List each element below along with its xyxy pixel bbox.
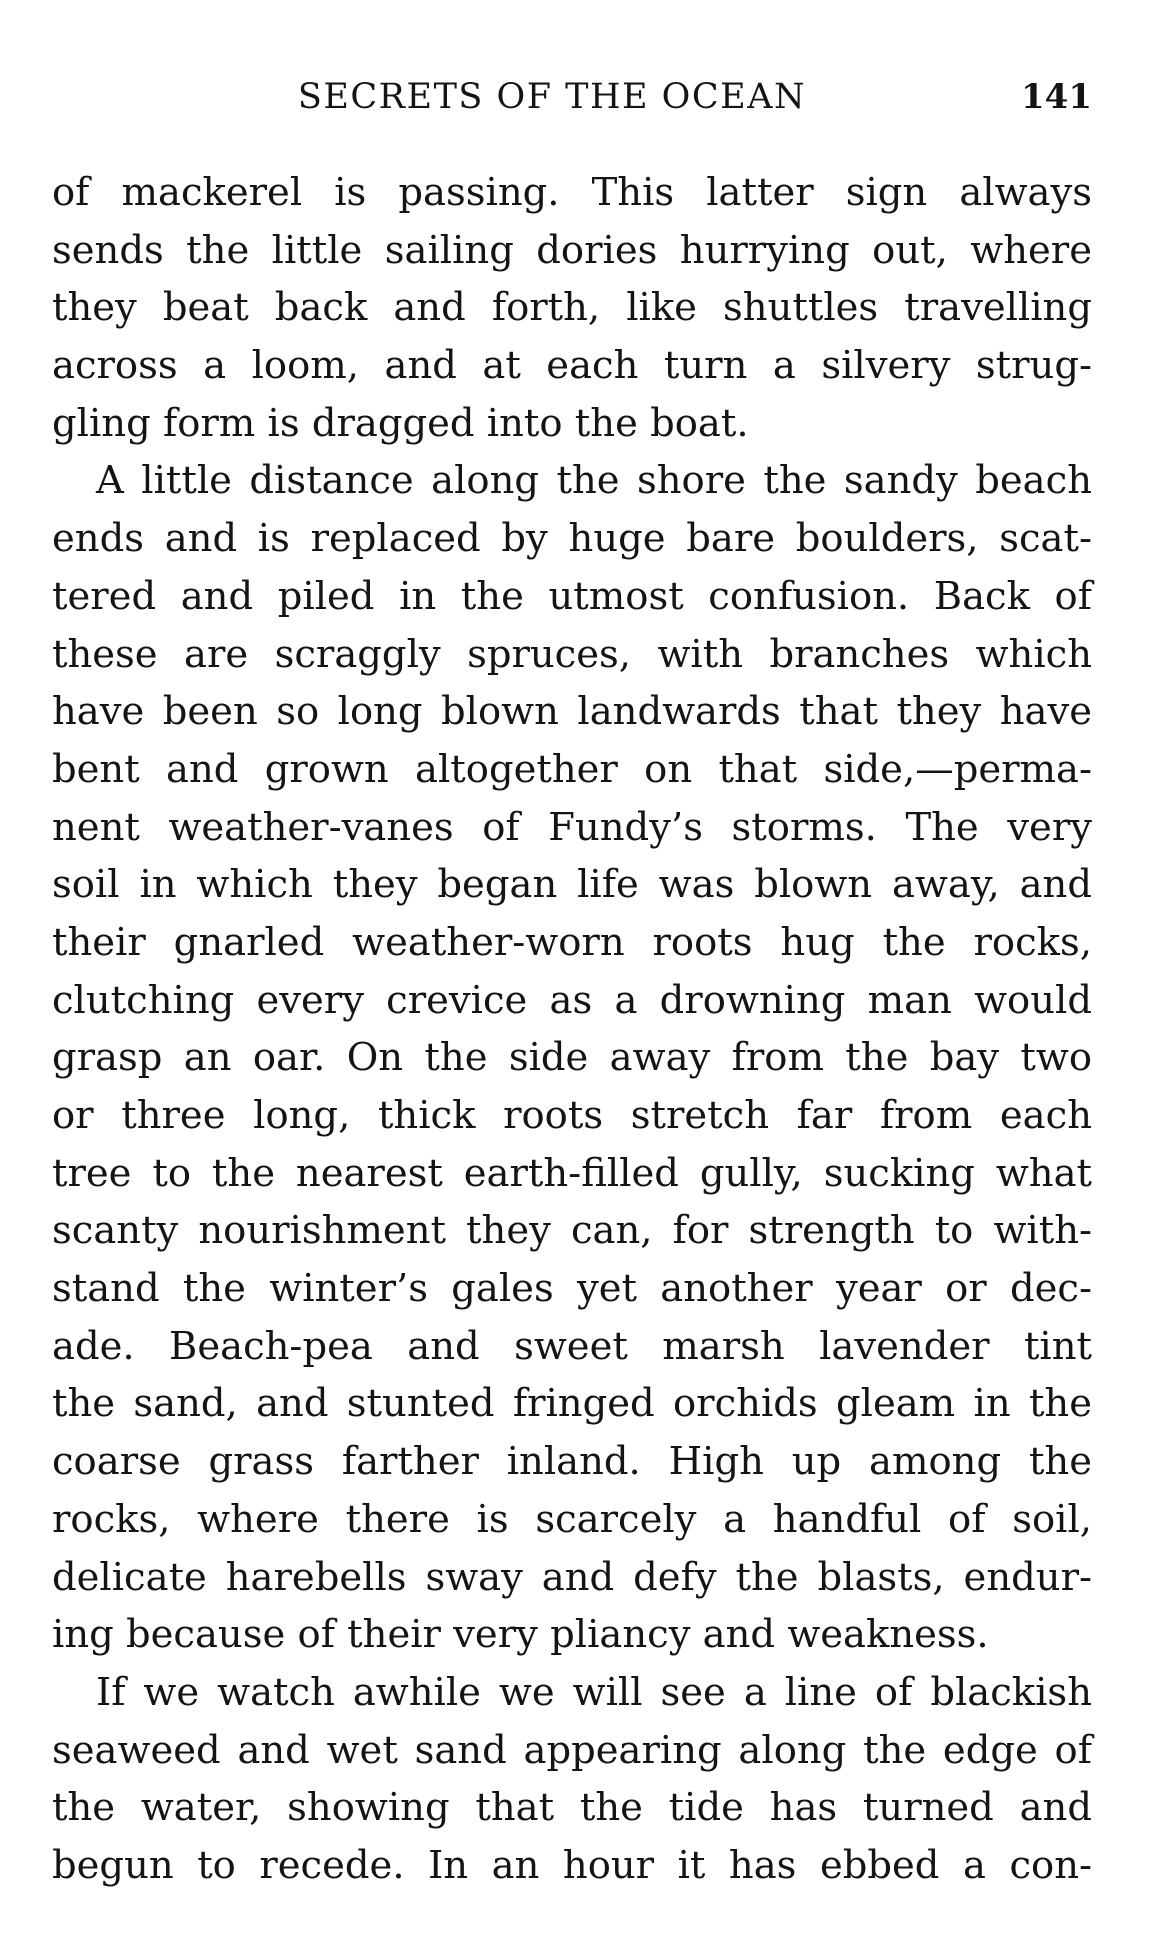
text-line: gling form is dragged into the boat. — [52, 400, 749, 446]
paragraph-3 — [52, 1664, 1092, 1895]
text-line: or three long, thick roots stretch far from each — [52, 1093, 1092, 1138]
text-line: rocks, where there is scarcely a handful of soil, — [52, 1496, 1092, 1542]
text-line: these are scraggly spruces, with branches which — [52, 631, 1092, 677]
text-line: scanty nourishment they can, for strength to with- — [52, 1208, 1092, 1254]
text-line: their gnarled weather-worn roots hug the rocks, — [52, 919, 1092, 965]
text-line: across a loom, and at each turn a silvery strug- — [52, 343, 1092, 389]
text-line: seaweed and wet sand appearing along the edge of — [52, 1727, 1092, 1773]
text-line: sends the little sailing dories hurrying out, where — [52, 227, 1092, 273]
text-line: If we watch awhile we will see a line of blackish — [96, 1669, 1092, 1715]
text-line: delicate harebells sway and defy the blasts, endur- — [52, 1554, 1092, 1600]
text-line: ends and is replaced by huge bare boulders, scat- — [52, 516, 1092, 562]
text-line: soil in which they began life was blown away, and — [52, 862, 1092, 908]
text-line: ing because of their very pliancy and weakness. — [52, 1612, 989, 1658]
text-line: nent weather-vanes of Fundy’s storms. The very — [52, 804, 1092, 850]
text-line: bent and grown altogether on that side,—perma- — [52, 746, 1092, 792]
text-line: tered and piled in the utmost confusion. Back of — [52, 573, 1092, 619]
text-line: grasp an oar. On the side away from the bay two — [52, 1035, 1092, 1081]
text-line: A little distance along the shore the sandy beach — [96, 458, 1092, 504]
text-line: they beat back and forth, like shuttles travelling — [52, 285, 1092, 331]
paragraph-2 — [52, 452, 1092, 1663]
running-title: SECRETS OF THE OCEAN — [297, 77, 807, 117]
text-line: have been so long blown landwards that they have — [52, 689, 1092, 735]
text-line: tree to the nearest earth-filled gully, sucking what — [52, 1150, 1092, 1196]
text-line: coarse grass farther inland. High up among the — [52, 1439, 1092, 1485]
text-line: stand the winter’s gales yet another year or dec- — [52, 1266, 1092, 1312]
text-line: of mackerel is passing. This latter sign always — [52, 170, 1092, 215]
text-line: clutching every crevice as a drowning man would — [52, 977, 1092, 1023]
text-line: the sand, and stunted fringed orchids gleam in the — [52, 1381, 1092, 1427]
text-line: begun to recede. In an hour it has ebbed a con- — [52, 1842, 1092, 1888]
text-line: the water, showing that the tide has turned and — [52, 1785, 1092, 1831]
running-head — [52, 72, 1092, 122]
text-line: ade. Beach-pea and sweet marsh lavender tint — [52, 1323, 1092, 1369]
paragraph-1 — [52, 164, 1092, 452]
page-number: 141 — [1021, 77, 1092, 117]
body-text — [52, 164, 1092, 1895]
